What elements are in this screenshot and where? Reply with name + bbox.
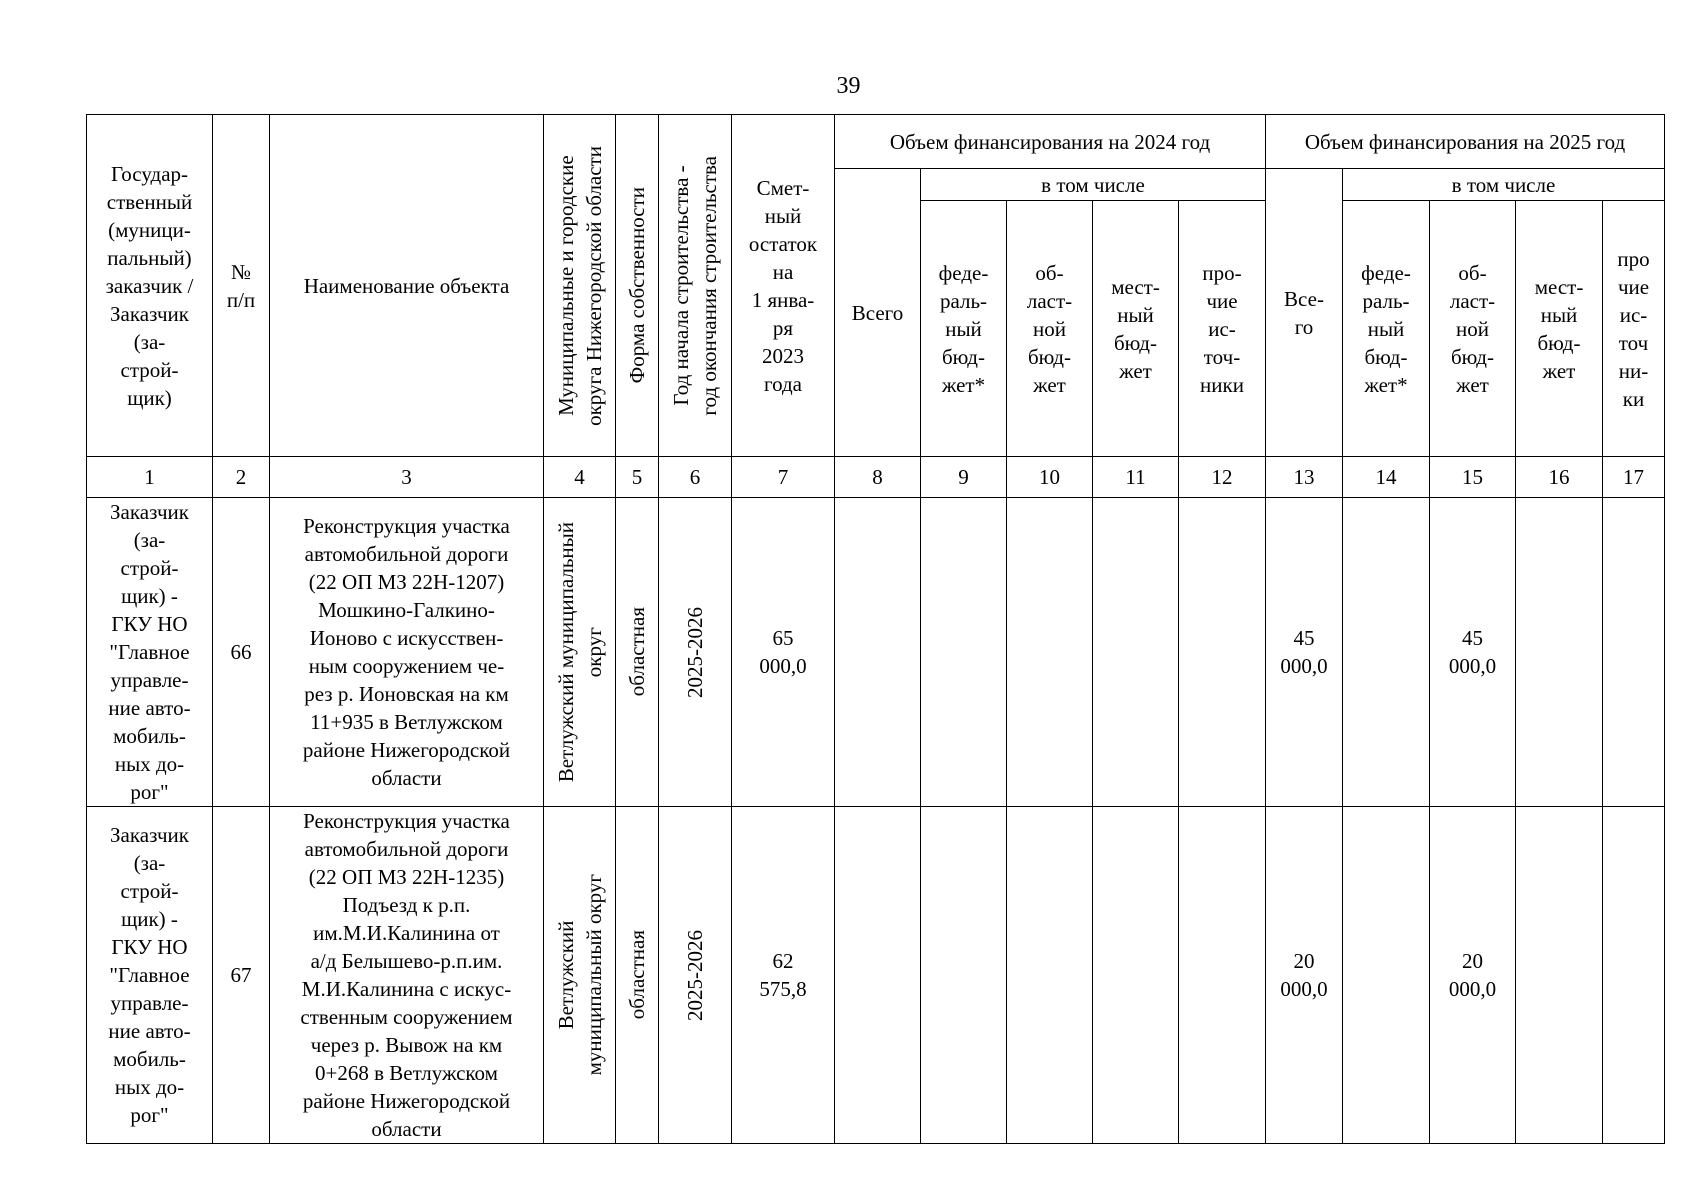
row-federal-2024 <box>921 498 1007 807</box>
row-ownership-text: областная <box>625 930 649 1020</box>
row-years <box>659 807 732 1144</box>
header-years-text: Год начала строительства - год окончания строительства <box>669 155 721 416</box>
header-municipality-text: Муниципальные и городские округа Нижегородской области <box>553 145 606 426</box>
row-ownership <box>616 498 659 807</box>
header-balance: Смет- ный остаток на 1 янва- ря 2023 года <box>732 115 835 457</box>
row-balance: 62 575,8 <box>732 807 835 1144</box>
row-total-2024 <box>835 498 921 807</box>
column-index: 17 <box>1603 457 1665 498</box>
header-fin-2025: Объем финансирования на 2025 год <box>1266 115 1665 169</box>
row-other-2025 <box>1603 498 1665 807</box>
row-num: 66 <box>213 498 270 807</box>
column-index: 10 <box>1007 457 1093 498</box>
header-federal-2025: феде- раль- ный бюд- жет* <box>1343 201 1430 457</box>
row-ownership <box>616 807 659 1144</box>
column-index: 13 <box>1266 457 1343 498</box>
header-including-2025: в том числе <box>1343 169 1665 201</box>
row-municipality-text: Ветлужский муниципальный округ <box>553 521 606 783</box>
column-index: 8 <box>835 457 921 498</box>
row-federal-2025 <box>1343 807 1430 1144</box>
row-total-2024 <box>835 807 921 1144</box>
row-local-2024 <box>1093 498 1179 807</box>
column-index: 15 <box>1430 457 1516 498</box>
column-index: 4 <box>544 457 616 498</box>
row-other-2025 <box>1603 807 1665 1144</box>
column-index: 1 <box>87 457 213 498</box>
table-row <box>87 807 1665 1144</box>
header-local-2025: мест- ный бюд- жет <box>1516 201 1603 457</box>
row-other-2024 <box>1179 807 1266 1144</box>
row-local-2024 <box>1093 807 1179 1144</box>
row-other-2024 <box>1179 498 1266 807</box>
row-object-name: Реконструкция участка автомобильной дороги (22 ОП МЗ 22Н-1207) Мошкино-Галкино- Ионово с искусствен- ным сооружением че- рез р. Ионовская на км 11+935 в Ветлужском районе Нижегородской области <box>270 498 544 807</box>
column-index: 16 <box>1516 457 1603 498</box>
row-years-text: 2025-2026 <box>683 929 707 1021</box>
row-object-name: Реконструкция участка автомобильной дороги (22 ОП МЗ 22Н-1235) Подъезд к р.п. им.М.И.Калинина от а/д Белышево-р.п.им. М.И.Калинина с искус- ственным сооружением через р. Вывож на км 0+268 в Ветлужском районе Нижегородской области <box>270 807 544 1144</box>
column-index: 14 <box>1343 457 1430 498</box>
row-regional-2024 <box>1007 498 1093 807</box>
column-index: 3 <box>270 457 544 498</box>
row-municipality <box>544 807 616 1144</box>
header-years <box>659 115 732 457</box>
header-regional-2025: об- ласт- ной бюд- жет <box>1430 201 1516 457</box>
header-object-name: Наименование объекта <box>270 115 544 457</box>
row-years <box>659 498 732 807</box>
row-customer: Заказчик (за- строй- щик) - ГКУ НО "Главное управле- ние авто- мобиль- ных до- рог" <box>87 498 213 807</box>
header-ownership-text: Форма собственности <box>625 187 649 384</box>
column-index: 9 <box>921 457 1007 498</box>
header-total-2025: Все- го <box>1266 169 1343 457</box>
column-index: 7 <box>732 457 835 498</box>
column-index: 6 <box>659 457 732 498</box>
header-customer: Государ- ственный (муници- пальный) заказчик / Заказчик (за- строй- щик) <box>87 115 213 457</box>
row-customer: Заказчик (за- строй- щик) - ГКУ НО "Главное управле- ние авто- мобиль- ных до- рог" <box>87 807 213 1144</box>
row-total-2025: 20 000,0 <box>1266 807 1343 1144</box>
row-num: 67 <box>213 807 270 1144</box>
header-num: № п/п <box>213 115 270 457</box>
row-municipality-text: Ветлужский муниципальный округ <box>553 874 606 1076</box>
column-index: 12 <box>1179 457 1266 498</box>
page-number: 39 <box>836 73 861 99</box>
header-local-2024: мест- ный бюд- жет <box>1093 201 1179 457</box>
header-other-2024: про- чие ис- точ- ники <box>1179 201 1266 457</box>
header-ownership <box>616 115 659 457</box>
row-years-text: 2025-2026 <box>683 606 707 698</box>
row-regional-2025: 45 000,0 <box>1430 498 1516 807</box>
row-regional-2025: 20 000,0 <box>1430 807 1516 1144</box>
header-fin-2024: Объем финансирования на 2024 год <box>835 115 1266 169</box>
table-row <box>87 498 1665 807</box>
financing-table <box>86 114 1665 1144</box>
row-ownership-text: областная <box>625 607 649 697</box>
column-index-row <box>87 457 1665 498</box>
row-federal-2025 <box>1343 498 1430 807</box>
column-index: 2 <box>213 457 270 498</box>
row-local-2025 <box>1516 498 1603 807</box>
column-index: 11 <box>1093 457 1179 498</box>
header-total-2024: Всего <box>835 169 921 457</box>
row-local-2025 <box>1516 807 1603 1144</box>
row-balance: 65 000,0 <box>732 498 835 807</box>
header-municipality <box>544 115 616 457</box>
row-total-2025: 45 000,0 <box>1266 498 1343 807</box>
row-regional-2024 <box>1007 807 1093 1144</box>
header-including-2024: в том числе <box>921 169 1266 201</box>
header-row-1 <box>87 115 1665 169</box>
column-index: 5 <box>616 457 659 498</box>
header-regional-2024: об- ласт- ной бюд- жет <box>1007 201 1093 457</box>
row-municipality <box>544 498 616 807</box>
header-federal-2024: феде- раль- ный бюд- жет* <box>921 201 1007 457</box>
header-other-2025: про чие ис- точ ни- ки <box>1603 201 1665 457</box>
row-federal-2024 <box>921 807 1007 1144</box>
